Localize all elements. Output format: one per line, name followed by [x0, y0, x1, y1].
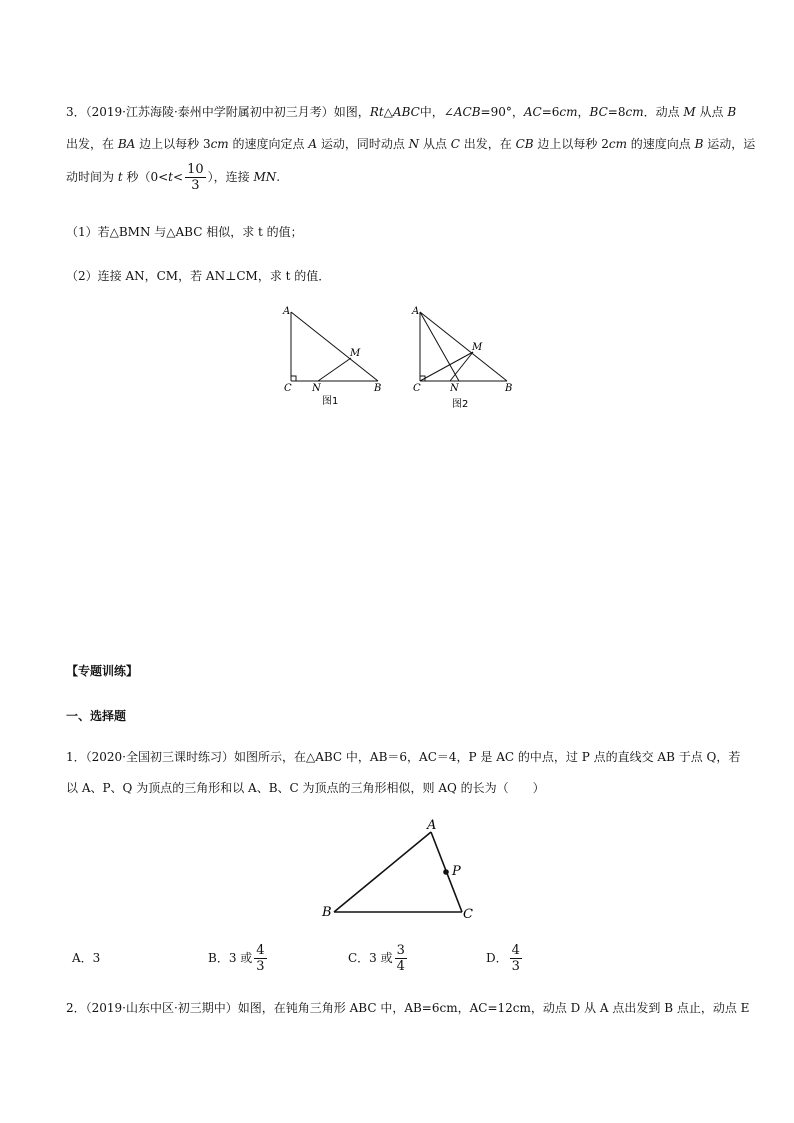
fig2-label-N: N: [450, 383, 459, 394]
q1-option-c-fraction: $\frac{3}{4}$: [396, 943, 405, 974]
q1-segment-AB: [334, 832, 431, 912]
q1-label-A: A: [427, 818, 437, 833]
fig1-label-M: M: [350, 348, 361, 359]
fig2-caption: 图2: [452, 399, 469, 410]
q1-point-P: [443, 869, 449, 875]
fig2-segment-AB: [420, 312, 507, 381]
fig2-segment-CM: [420, 352, 473, 381]
fig2-label-M: M: [472, 342, 483, 353]
fig2-segment-MN: [450, 352, 473, 381]
q3-line-1: 3．（2019·江苏海陵·泰州中学附属初中初三月考）如图，Rt△ABC中，∠ACB=90°，AC=6cm，BC=8cm．动点 M 从点 B: [66, 105, 737, 119]
fig1-label-A: A: [283, 306, 291, 317]
fig1-label-B: B: [374, 383, 382, 394]
q3-fraction: $\frac{10}{3}$: [187, 162, 204, 193]
fig1-caption: 图1: [322, 396, 339, 407]
q1-option-c: C．3 或 $\frac{3}{4}$: [348, 943, 405, 974]
q3-subquestion-2: （2）连接 AN，CM，若 AN⊥CM，求 t 的值．: [66, 269, 331, 283]
q3-line-2: 出发，在 BA 边上以每秒 3cm 的速度向定点 A 运动，同时动点 N 从点 C 出发，在 CB 边上以每秒 2cm 的速度向点 B 运动，运: [66, 137, 756, 151]
part-title: 一、选择题: [66, 709, 127, 723]
fig1-segment-AB: [291, 312, 378, 381]
q1-label-C: C: [463, 907, 473, 922]
q3-figure-2: [404, 300, 524, 412]
q3-line-3: 动时间为 t 秒（0<t< $\frac{10}{3}$ ），连接 MN.: [66, 162, 281, 193]
q1-option-b-fraction: $\frac{4}{3}$: [256, 943, 265, 974]
fig2-label-B: B: [505, 383, 513, 394]
q3-subquestion-1: （1）若△BMN 与△ABC 相似，求 t 的值；: [66, 225, 303, 239]
fig1-label-C: C: [284, 383, 292, 394]
fig1-label-N: N: [312, 383, 321, 394]
fig1-segment-MN: [318, 358, 351, 381]
q1-label-P: P: [452, 864, 461, 879]
fig2-label-C: C: [413, 383, 421, 394]
q1-line-2: 以 A、P、Q 为顶点的三角形和以 A、B、C 为顶点的三角形相似，则 AQ 的长为（ ）: [66, 781, 545, 795]
q1-option-b: B．3 或 $\frac{4}{3}$: [208, 943, 265, 974]
q2-line-1: 2．（2019·山东中区·初三期中）如图，在钝角三角形 ABC 中，AB=6cm，AC=12cm，动点 D 从 A 点出发到 B 点止，动点 E: [66, 1001, 750, 1015]
fig2-label-A: A: [412, 306, 420, 317]
q3-figure-1: [275, 300, 395, 412]
fig1-right-angle-mark: [291, 376, 296, 381]
q1-option-d-fraction: $\frac{4}{3}$: [511, 943, 520, 974]
q1-option-d: D． $\frac{4}{3}$: [486, 943, 520, 974]
section-title: 【专题训练】: [66, 664, 139, 678]
q1-line-1: 1．（2020·全国初三课时练习）如图所示，在△ABC 中，AB＝6，AC＝4，P 是 AC 的中点，过 P 点的直线交 AB 于点 Q，若: [66, 750, 741, 764]
q1-label-B: B: [322, 905, 332, 920]
q1-option-a: A．3: [72, 951, 101, 965]
q1-figure: [316, 814, 486, 924]
